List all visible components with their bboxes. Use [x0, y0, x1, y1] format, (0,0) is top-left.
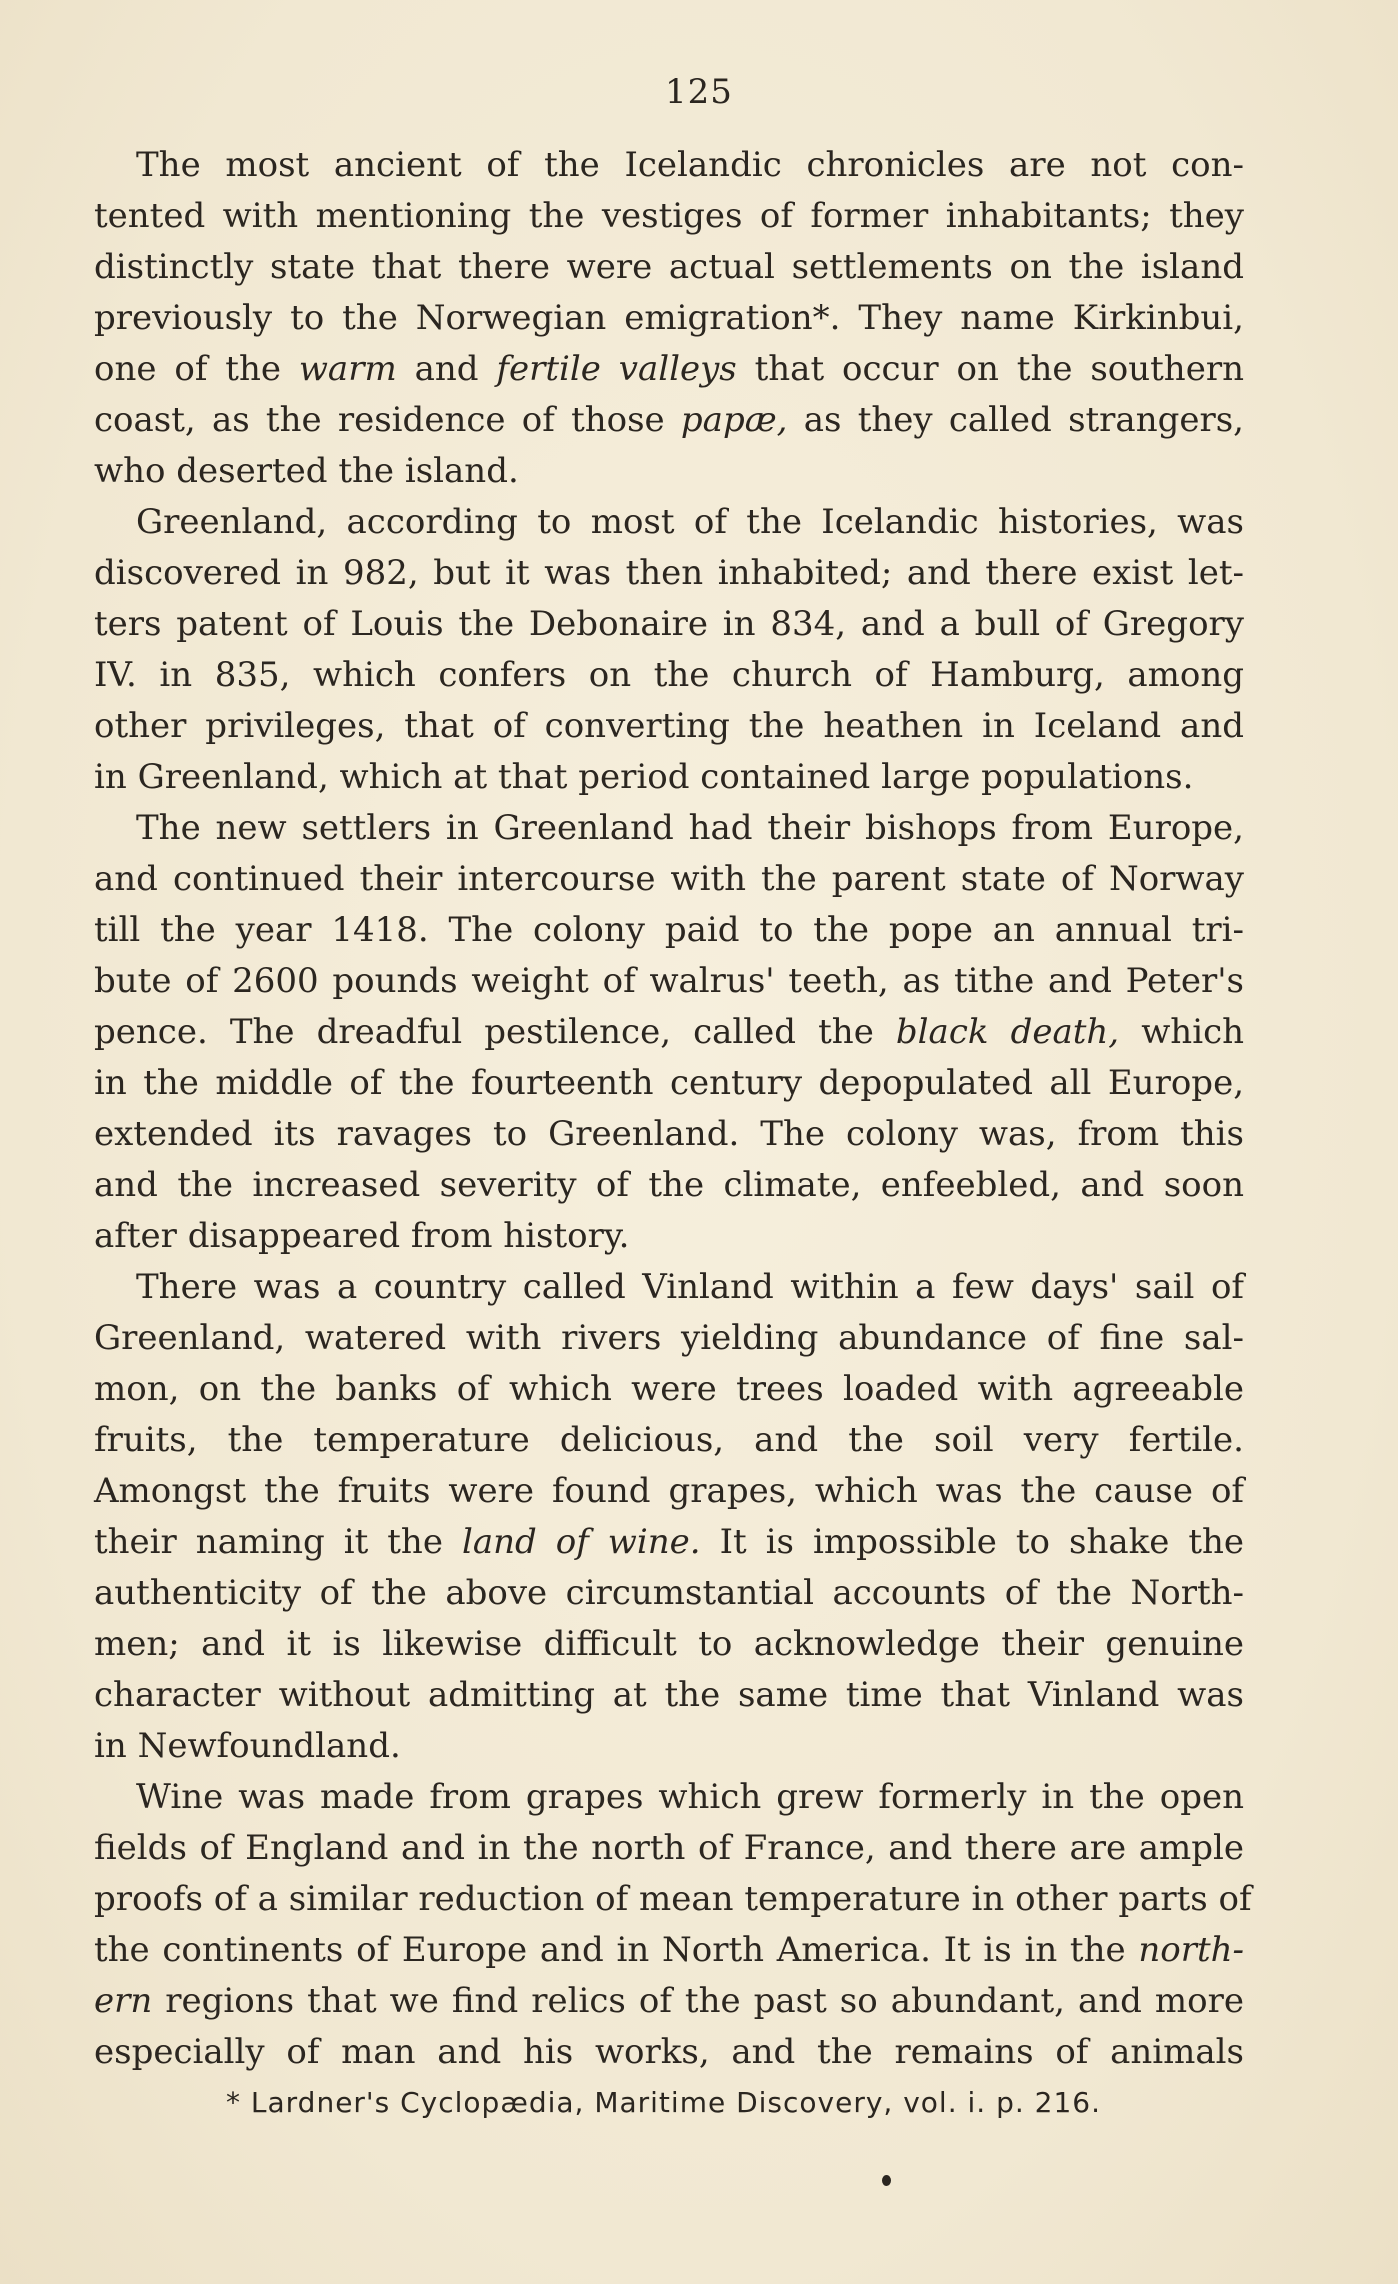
text-line — [94, 548, 1244, 599]
text-line — [94, 1823, 1244, 1874]
text-line — [94, 1109, 1244, 1160]
footnote: * Lardner's Cyclopædia, Maritime Discovery, vol. i. p. 216. — [226, 2086, 1102, 2119]
text-line — [94, 599, 1244, 650]
text-span: and the increased severity of the climate, enfeebled, and soon — [94, 1165, 1244, 1205]
text-line — [94, 2027, 1244, 2078]
text-line — [94, 1364, 1244, 1415]
text-span: discovered in 982, but it was then inhabited; and there exist let- — [94, 553, 1244, 593]
text-line — [94, 1313, 1244, 1364]
text-line — [94, 1670, 1244, 1721]
text-line — [94, 1160, 1244, 1211]
text-line — [94, 1007, 1244, 1058]
text-span: in Greenland, which at that period contained large populations. — [94, 757, 1194, 797]
text-line — [94, 1772, 1244, 1823]
text-line — [94, 905, 1244, 956]
text-line — [94, 1262, 1244, 1313]
text-span: The new settlers in Greenland had their bishops from Europe, — [136, 808, 1244, 848]
text-span: that occur on the southern — [736, 349, 1244, 389]
text-span: in the middle of the fourteenth century depopulated all Europe, — [94, 1063, 1244, 1103]
text-span: one of the — [94, 349, 299, 389]
text-span: ters patent of Louis the Debonaire in 834, and a bull of Gregory — [94, 604, 1244, 644]
text-span: the continents of Europe and in North America. It is in the — [94, 1930, 1139, 1970]
text-span: regions that we find relics of the past so abundant, and more — [152, 1981, 1244, 2021]
text-span: as they called strangers, — [787, 400, 1244, 440]
text-span: proofs of a similar reduction of mean temperature in other parts of — [94, 1879, 1252, 1919]
text-line — [94, 650, 1244, 701]
text-span: and continued their intercourse with the parent state of Norway — [94, 859, 1244, 899]
text-line — [94, 1568, 1244, 1619]
text-span: Greenland, according to most of the Icelandic histories, was — [136, 502, 1244, 542]
text-line — [94, 1874, 1252, 1925]
text-line — [94, 701, 1244, 752]
text-span: Amongst the fruits were found grapes, which was the cause of — [94, 1471, 1244, 1511]
text-span: It is impossible to shake the — [700, 1522, 1245, 1562]
text-line — [94, 752, 1244, 803]
text-span: bute of 2600 pounds weight of walrus' teeth, as tithe and Peter's — [94, 961, 1244, 1001]
text-line — [94, 854, 1244, 905]
page-number: 125 — [665, 72, 733, 112]
ink-spot — [882, 2175, 891, 2186]
text-span: tented with mentioning the vestiges of former inhabitants; they — [94, 196, 1244, 236]
text-span: Greenland, watered with rivers yielding abundance of fine sal- — [94, 1318, 1244, 1358]
italic-text: warm — [298, 349, 397, 389]
text-line — [94, 1466, 1244, 1517]
text-line — [94, 242, 1244, 293]
text-line — [94, 1925, 1244, 1976]
text-line — [94, 1211, 1244, 1262]
text-line — [94, 1976, 1244, 2027]
text-span: after disappeared from history. — [94, 1216, 630, 1256]
italic-text: black death, — [895, 1012, 1120, 1052]
italic-text: land of wine. — [461, 1522, 701, 1562]
text-line — [94, 803, 1244, 854]
text-line — [94, 956, 1244, 1007]
text-span: other privileges, that of converting the heathen in Iceland and — [94, 706, 1244, 746]
text-span: extended its ravages to Greenland. The colony was, from this — [94, 1114, 1244, 1154]
text-line — [94, 140, 1244, 191]
text-line — [94, 1517, 1244, 1568]
text-span: fruits, the temperature delicious, and the soil very fertile. — [94, 1420, 1244, 1460]
italic-text: ern — [94, 1981, 153, 2021]
italic-text: north- — [1138, 1930, 1244, 1970]
text-span: The most ancient of the Icelandic chronicles are not con- — [136, 145, 1244, 185]
text-span: their naming it the — [94, 1522, 462, 1562]
text-span: mon, on the banks of which were trees loaded with agreeable — [94, 1369, 1244, 1409]
text-span: IV. in 835, which confers on the church of Hamburg, among — [94, 655, 1244, 695]
text-span: distinctly state that there were actual settlements on the island — [94, 247, 1244, 287]
text-line — [94, 395, 1244, 446]
text-span: fields of England and in the north of France, and there are ample — [94, 1828, 1244, 1868]
text-span: in Newfoundland. — [94, 1726, 401, 1766]
text-line — [94, 1415, 1244, 1466]
text-span: which — [1119, 1012, 1245, 1052]
text-span: authenticity of the above circumstantial accounts of the North- — [94, 1573, 1244, 1613]
text-line — [94, 1721, 1244, 1772]
text-line — [94, 191, 1244, 242]
text-span: previously to the Norwegian emigration*. They name Kirkinbui, — [94, 298, 1244, 338]
text-line — [94, 446, 1244, 497]
text-span: There was a country called Vinland within a few days' sail of — [136, 1267, 1244, 1307]
text-span: till the year 1418. The colony paid to the pope an annual tri- — [94, 910, 1244, 950]
text-line — [94, 293, 1244, 344]
text-span: and — [396, 349, 497, 389]
text-span: especially of man and his works, and the remains of animals — [94, 2032, 1244, 2072]
body-text — [94, 140, 1252, 2078]
text-line — [94, 344, 1244, 395]
text-span: character without admitting at the same time that Vinland was — [94, 1675, 1244, 1715]
text-span: who deserted the island. — [94, 451, 519, 491]
text-span: Wine was made from grapes which grew formerly in the open — [136, 1777, 1244, 1817]
italic-text: fertile valleys — [496, 349, 737, 389]
italic-text: papæ, — [680, 400, 788, 440]
text-line — [94, 497, 1244, 548]
text-span: coast, as the residence of those — [94, 400, 681, 440]
text-line — [94, 1619, 1244, 1670]
text-span: men; and it is likewise difficult to acknowledge their genuine — [94, 1624, 1244, 1664]
text-span: pence. The dreadful pestilence, called the — [94, 1012, 896, 1052]
text-line — [94, 1058, 1244, 1109]
